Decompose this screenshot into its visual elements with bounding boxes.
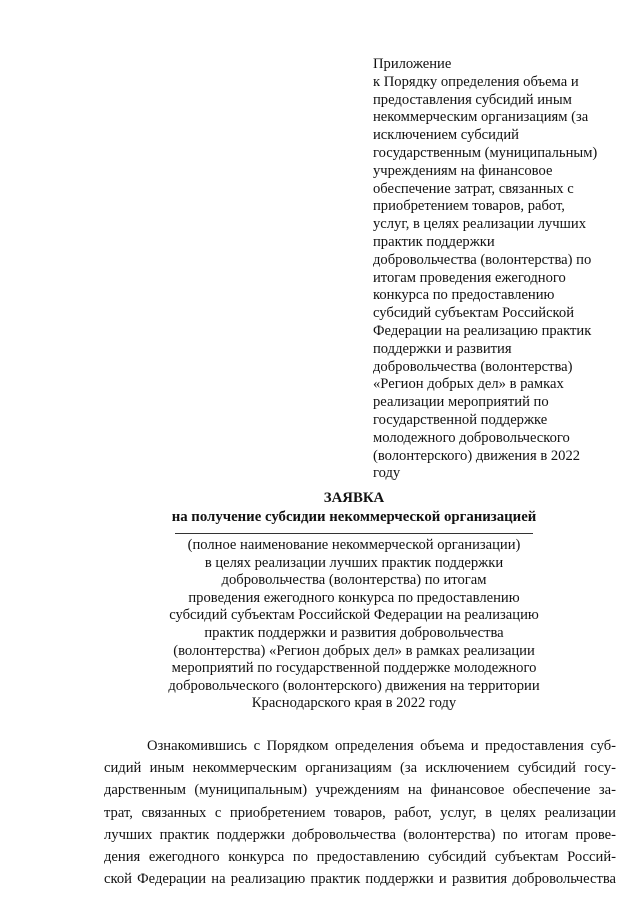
appendix-line: субсидий субъектам Российской — [373, 305, 575, 322]
description-line: мероприятий по государственной поддержке молодежного — [171, 660, 537, 677]
appendix-line: году — [373, 465, 401, 482]
description-line: (волонтерства) «Регион добрых дел» в рамках реализации — [173, 642, 535, 659]
appendix-line: практик поддержки — [373, 233, 495, 250]
appendix-line: предоставления субсидий иным — [373, 91, 572, 108]
appendix-line: к Порядку определения объема и — [373, 73, 579, 90]
appendix-line: Федерации на реализацию практик — [373, 322, 592, 339]
body-paragraph — [104, 735, 616, 890]
document-title: ЗАЯВКА — [323, 490, 385, 506]
appendix-line: конкурса по предоставлению — [373, 287, 555, 304]
heading-block — [60, 489, 640, 713]
appendix-line: (волонтерского) движения в 2022 — [373, 447, 581, 464]
appendix-line: приобретением товаров, работ, — [373, 198, 565, 215]
appendix-line: реализации мероприятий по — [373, 394, 549, 411]
description-line: практик поддержки и развития добровольчества — [204, 624, 504, 641]
description-line: в целях реализации лучших практик поддержки — [204, 554, 504, 571]
appendix-line: государственным (муниципальным) — [373, 144, 598, 161]
description-line: проведения ежегодного конкурса по предоставлению — [188, 589, 520, 606]
appendix-line: поддержки и развития — [373, 340, 512, 357]
appendix-line: государственной поддержке — [373, 411, 548, 428]
appendix-line: услуг, в целях реализации лучших — [373, 216, 586, 233]
appendix-line: обеспечение затрат, связанных с — [373, 180, 574, 197]
body-line: трат, связанных с приобретением товаров, работ, услуг, в целях реализации — [104, 804, 616, 821]
appendix-line: учреждениям на финансовое — [373, 162, 553, 179]
appendix-line: добровольчества (волонтерства) — [373, 358, 573, 375]
document-subtitle: на получение субсидии некоммерческой организацией — [171, 509, 537, 525]
body-line: сидий иным некоммерческим организациям (за исключением субсидий госу- — [104, 760, 616, 777]
organization-name-blank-line — [175, 533, 533, 534]
appendix-line: итогам проведения ежегодного — [373, 269, 566, 286]
application-description — [60, 537, 640, 713]
description-line: Краснодарского края в 2022 году — [251, 695, 457, 712]
description-line: (полное наименование некоммерческой организации) — [187, 537, 521, 553]
appendix-line: Приложение — [373, 56, 452, 72]
description-line: субсидий субъектам Российской Федерации на реализацию — [169, 607, 539, 624]
appendix-line: исключением субсидий — [373, 127, 519, 144]
body-line: дения ежегодного конкурса по предоставлению субсидий субъектам Россий- — [104, 849, 616, 866]
body-line: дарственным (муниципальным) учреждениям на финансовое обеспечение за- — [104, 782, 616, 799]
appendix-line: добровольчества (волонтерства) по — [373, 251, 592, 268]
body-line: Ознакомившись с Порядком определения объема и предоставления суб- — [147, 738, 616, 754]
body-line: лучших практик поддержки добровольчества (волонтерства) по итогам прове- — [104, 826, 616, 843]
appendix-line: некоммерческим организациям (за — [373, 109, 589, 126]
description-line: добровольчества (волонтерства) по итогам — [221, 572, 487, 589]
description-line: добровольческого (волонтерского) движения на территории — [168, 677, 540, 694]
appendix-note — [373, 56, 613, 483]
body-line: ской Федерации на реализацию практик поддержки и развития добровольчества — [104, 871, 616, 888]
appendix-line: молодежного добровольческого — [373, 429, 570, 446]
appendix-line: «Регион добрых дел» в рамках — [373, 376, 564, 393]
